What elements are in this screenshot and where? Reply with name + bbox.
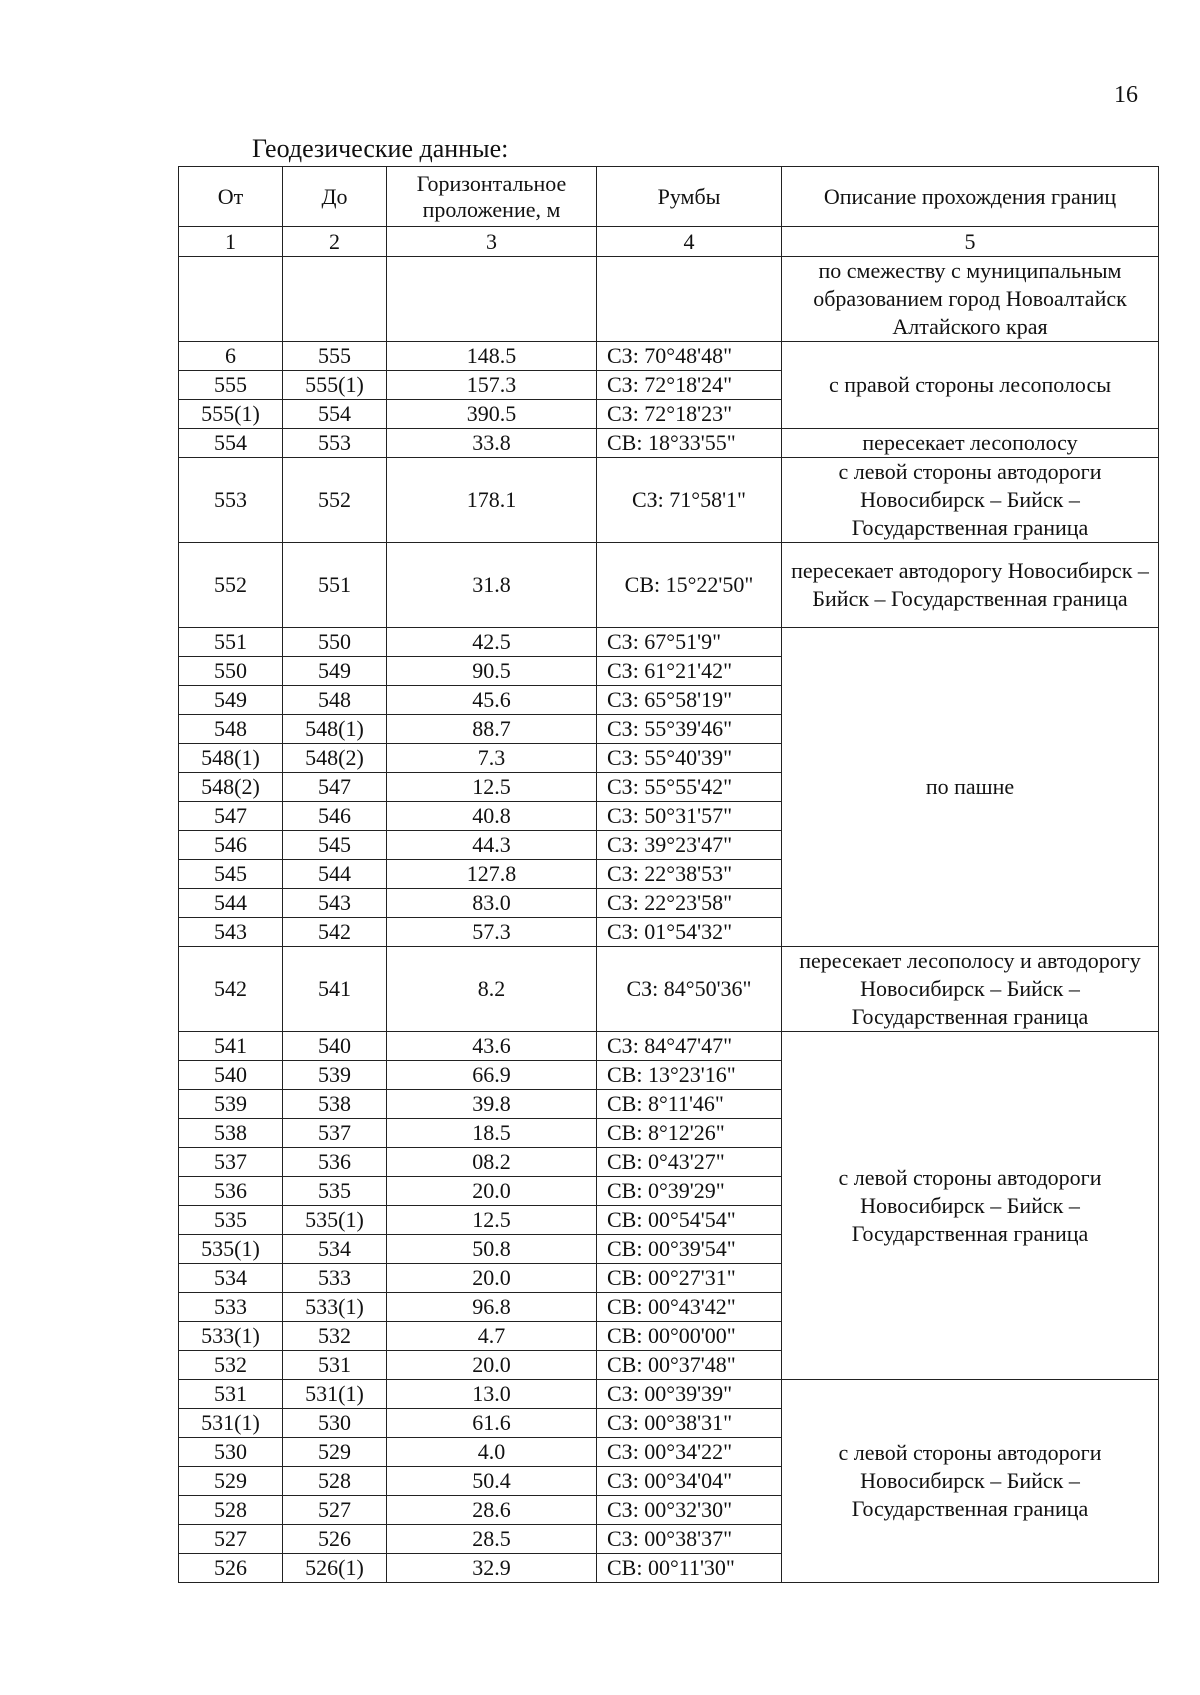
cell-to: 537 xyxy=(283,1119,387,1148)
table-row xyxy=(179,628,1159,657)
cell-to: 535 xyxy=(283,1177,387,1206)
cell-from: 535 xyxy=(179,1206,283,1235)
cell-rumb: СВ: 8°12'26" xyxy=(597,1119,782,1148)
cell-rumb: СВ: 00°54'54" xyxy=(597,1206,782,1235)
cell-to: 536 xyxy=(283,1148,387,1177)
cell-from: 6 xyxy=(179,342,283,371)
header-to: До xyxy=(283,167,387,227)
cell-to: 530 xyxy=(283,1409,387,1438)
table-row xyxy=(179,1032,1159,1061)
cell-to: 552 xyxy=(283,458,387,543)
cell-from: 555 xyxy=(179,371,283,400)
cell-from: 532 xyxy=(179,1351,283,1380)
cell-from: 550 xyxy=(179,657,283,686)
table-row xyxy=(179,342,1159,371)
table-body xyxy=(179,257,1159,1583)
cell-to: 540 xyxy=(283,1032,387,1061)
table-row xyxy=(179,543,1159,628)
geodetic-data-table xyxy=(178,166,1159,1583)
cell-from: 555(1) xyxy=(179,400,283,429)
cell-to: 548(1) xyxy=(283,715,387,744)
cell-distance: 57.3 xyxy=(387,918,597,947)
cell-rumb: СЗ: 22°23'58" xyxy=(597,889,782,918)
column-number: 4 xyxy=(597,227,782,257)
cell-description: по смежеству с муниципальным образованием город Новоалтайск Алтайского края xyxy=(782,257,1159,342)
cell-distance: 45.6 xyxy=(387,686,597,715)
cell-from: 547 xyxy=(179,802,283,831)
cell-to: 549 xyxy=(283,657,387,686)
cell-distance: 148.5 xyxy=(387,342,597,371)
table-row xyxy=(179,257,1159,342)
cell-from: 546 xyxy=(179,831,283,860)
cell-distance: 42.5 xyxy=(387,628,597,657)
cell-rumb: СВ: 00°11'30" xyxy=(597,1554,782,1583)
cell-from: 544 xyxy=(179,889,283,918)
cell-rumb: СЗ: 22°38'53" xyxy=(597,860,782,889)
cell-description: с левой стороны автодороги Новосибирск – Бийск – Государственная граница xyxy=(782,1032,1159,1380)
cell-distance: 50.8 xyxy=(387,1235,597,1264)
cell-distance: 50.4 xyxy=(387,1467,597,1496)
cell-to: 534 xyxy=(283,1235,387,1264)
cell-to xyxy=(283,257,387,342)
column-number: 3 xyxy=(387,227,597,257)
cell-from: 545 xyxy=(179,860,283,889)
cell-distance: 18.5 xyxy=(387,1119,597,1148)
cell-rumb: СЗ: 50°31'57" xyxy=(597,802,782,831)
cell-to: 526 xyxy=(283,1525,387,1554)
cell-to: 538 xyxy=(283,1090,387,1119)
cell-rumb: СЗ: 00°38'31" xyxy=(597,1409,782,1438)
cell-rumb: СЗ: 55°40'39" xyxy=(597,744,782,773)
cell-to: 539 xyxy=(283,1061,387,1090)
cell-to: 532 xyxy=(283,1322,387,1351)
cell-distance: 43.6 xyxy=(387,1032,597,1061)
cell-description: с правой стороны лесополосы xyxy=(782,342,1159,429)
cell-to: 542 xyxy=(283,918,387,947)
column-number: 2 xyxy=(283,227,387,257)
cell-distance: 39.8 xyxy=(387,1090,597,1119)
cell-distance: 178.1 xyxy=(387,458,597,543)
cell-rumb: СЗ: 00°32'30" xyxy=(597,1496,782,1525)
cell-distance: 90.5 xyxy=(387,657,597,686)
cell-rumb: СВ: 00°00'00" xyxy=(597,1322,782,1351)
cell-distance: 8.2 xyxy=(387,947,597,1032)
cell-distance: 44.3 xyxy=(387,831,597,860)
cell-rumb: СЗ: 72°18'24" xyxy=(597,371,782,400)
cell-distance: 13.0 xyxy=(387,1380,597,1409)
cell-distance: 83.0 xyxy=(387,889,597,918)
cell-rumb: СЗ: 00°34'04" xyxy=(597,1467,782,1496)
document-title: Геодезические данные: xyxy=(252,134,509,163)
cell-to: 554 xyxy=(283,400,387,429)
table-row xyxy=(179,429,1159,458)
cell-rumb: СВ: 15°22'50" xyxy=(597,543,782,628)
cell-from: 554 xyxy=(179,429,283,458)
cell-from: 553 xyxy=(179,458,283,543)
cell-description: пересекает лесополосу и автодорогу Новосибирск – Бийск – Государственная граница xyxy=(782,947,1159,1032)
cell-rumb: СЗ: 00°38'37" xyxy=(597,1525,782,1554)
cell-rumb: СЗ: 84°47'47" xyxy=(597,1032,782,1061)
cell-rumb: СЗ: 00°34'22" xyxy=(597,1438,782,1467)
cell-from: 543 xyxy=(179,918,283,947)
cell-rumb: СЗ: 65°58'19" xyxy=(597,686,782,715)
cell-from: 533(1) xyxy=(179,1322,283,1351)
cell-to: 550 xyxy=(283,628,387,657)
cell-to: 533(1) xyxy=(283,1293,387,1322)
cell-distance: 61.6 xyxy=(387,1409,597,1438)
cell-to: 535(1) xyxy=(283,1206,387,1235)
cell-distance: 31.8 xyxy=(387,543,597,628)
cell-rumb: СВ: 0°39'29" xyxy=(597,1177,782,1206)
cell-description: с левой стороны автодороги Новосибирск – Бийск – Государственная граница xyxy=(782,1380,1159,1583)
cell-distance: 157.3 xyxy=(387,371,597,400)
cell-distance: 4.7 xyxy=(387,1322,597,1351)
cell-distance: 32.9 xyxy=(387,1554,597,1583)
cell-from: 529 xyxy=(179,1467,283,1496)
cell-to: 531 xyxy=(283,1351,387,1380)
cell-to: 528 xyxy=(283,1467,387,1496)
cell-distance: 08.2 xyxy=(387,1148,597,1177)
table-header-row xyxy=(179,167,1159,227)
cell-distance: 7.3 xyxy=(387,744,597,773)
cell-rumb: СЗ: 00°39'39" xyxy=(597,1380,782,1409)
cell-from: 548(1) xyxy=(179,744,283,773)
cell-distance xyxy=(387,257,597,342)
cell-rumb xyxy=(597,257,782,342)
cell-rumb: СЗ: 55°39'46" xyxy=(597,715,782,744)
cell-from: 527 xyxy=(179,1525,283,1554)
header-from: От xyxy=(179,167,283,227)
cell-from: 552 xyxy=(179,543,283,628)
cell-to: 526(1) xyxy=(283,1554,387,1583)
cell-from: 538 xyxy=(179,1119,283,1148)
cell-rumb: СЗ: 71°58'1" xyxy=(597,458,782,543)
table-row xyxy=(179,1380,1159,1409)
cell-distance: 20.0 xyxy=(387,1264,597,1293)
cell-to: 529 xyxy=(283,1438,387,1467)
cell-from: 531(1) xyxy=(179,1409,283,1438)
cell-distance: 40.8 xyxy=(387,802,597,831)
cell-rumb: СВ: 00°43'42" xyxy=(597,1293,782,1322)
cell-distance: 28.6 xyxy=(387,1496,597,1525)
cell-distance: 12.5 xyxy=(387,773,597,802)
cell-to: 548(2) xyxy=(283,744,387,773)
cell-description: по пашне xyxy=(782,628,1159,947)
cell-from: 531 xyxy=(179,1380,283,1409)
cell-from: 536 xyxy=(179,1177,283,1206)
table-row xyxy=(179,947,1159,1032)
column-number-row xyxy=(179,227,1159,257)
cell-from: 528 xyxy=(179,1496,283,1525)
cell-to: 546 xyxy=(283,802,387,831)
cell-to: 543 xyxy=(283,889,387,918)
column-number: 1 xyxy=(179,227,283,257)
table-row xyxy=(179,458,1159,543)
header-description: Описание прохождения границ xyxy=(782,167,1159,227)
cell-description: пересекает лесополосу xyxy=(782,429,1159,458)
cell-rumb: СВ: 00°27'31" xyxy=(597,1264,782,1293)
cell-rumb: СЗ: 84°50'36" xyxy=(597,947,782,1032)
cell-rumb: СВ: 00°39'54" xyxy=(597,1235,782,1264)
cell-rumb: СВ: 8°11'46" xyxy=(597,1090,782,1119)
cell-rumb: СЗ: 39°23'47" xyxy=(597,831,782,860)
cell-distance: 96.8 xyxy=(387,1293,597,1322)
cell-distance: 390.5 xyxy=(387,400,597,429)
cell-from: 542 xyxy=(179,947,283,1032)
cell-distance: 20.0 xyxy=(387,1177,597,1206)
header-distance: Горизонтальное проложение, м xyxy=(387,167,597,227)
cell-to: 533 xyxy=(283,1264,387,1293)
cell-rumb: СЗ: 55°55'42" xyxy=(597,773,782,802)
cell-from: 526 xyxy=(179,1554,283,1583)
cell-rumb: СЗ: 01°54'32" xyxy=(597,918,782,947)
cell-rumb: СВ: 00°37'48" xyxy=(597,1351,782,1380)
cell-rumb: СЗ: 67°51'9" xyxy=(597,628,782,657)
cell-description: с левой стороны автодороги Новосибирск – Бийск – Государственная граница xyxy=(782,458,1159,543)
cell-to: 531(1) xyxy=(283,1380,387,1409)
cell-to: 555 xyxy=(283,342,387,371)
header-rumb: Румбы xyxy=(597,167,782,227)
cell-to: 548 xyxy=(283,686,387,715)
cell-from: 539 xyxy=(179,1090,283,1119)
cell-from: 537 xyxy=(179,1148,283,1177)
cell-rumb: СВ: 18°33'55" xyxy=(597,429,782,458)
cell-distance: 66.9 xyxy=(387,1061,597,1090)
cell-rumb: СЗ: 70°48'48" xyxy=(597,342,782,371)
cell-rumb: СВ: 13°23'16" xyxy=(597,1061,782,1090)
cell-to: 547 xyxy=(283,773,387,802)
cell-to: 553 xyxy=(283,429,387,458)
cell-from: 548(2) xyxy=(179,773,283,802)
cell-from: 533 xyxy=(179,1293,283,1322)
cell-to: 544 xyxy=(283,860,387,889)
cell-distance: 4.0 xyxy=(387,1438,597,1467)
cell-from: 551 xyxy=(179,628,283,657)
cell-from: 540 xyxy=(179,1061,283,1090)
cell-from: 530 xyxy=(179,1438,283,1467)
cell-description: пересекает автодорогу Новосибирск – Бийск – Государственная граница xyxy=(782,543,1159,628)
cell-distance: 33.8 xyxy=(387,429,597,458)
column-number: 5 xyxy=(782,227,1159,257)
cell-from: 535(1) xyxy=(179,1235,283,1264)
cell-to: 545 xyxy=(283,831,387,860)
cell-from xyxy=(179,257,283,342)
cell-distance: 12.5 xyxy=(387,1206,597,1235)
page-number: 16 xyxy=(1114,82,1138,108)
cell-to: 551 xyxy=(283,543,387,628)
cell-rumb: СЗ: 72°18'23" xyxy=(597,400,782,429)
cell-from: 548 xyxy=(179,715,283,744)
cell-distance: 88.7 xyxy=(387,715,597,744)
cell-to: 555(1) xyxy=(283,371,387,400)
cell-from: 541 xyxy=(179,1032,283,1061)
cell-from: 534 xyxy=(179,1264,283,1293)
cell-to: 541 xyxy=(283,947,387,1032)
cell-distance: 20.0 xyxy=(387,1351,597,1380)
cell-from: 549 xyxy=(179,686,283,715)
cell-distance: 28.5 xyxy=(387,1525,597,1554)
cell-rumb: СЗ: 61°21'42" xyxy=(597,657,782,686)
cell-to: 527 xyxy=(283,1496,387,1525)
cell-distance: 127.8 xyxy=(387,860,597,889)
cell-rumb: СВ: 0°43'27" xyxy=(597,1148,782,1177)
